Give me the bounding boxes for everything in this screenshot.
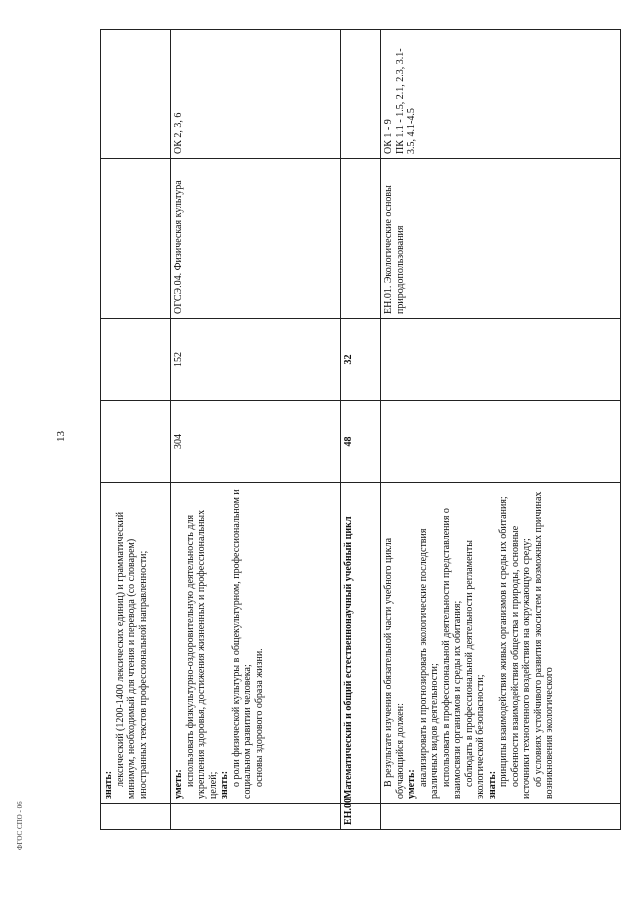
footer-code: ФГОС СПО - 06 xyxy=(16,801,24,850)
description-line: о роли физической культуры в общекультурном, профессиональном и социальном развитии человека; xyxy=(230,489,253,799)
description-line: уметь: xyxy=(173,769,184,799)
row-code xyxy=(381,804,621,830)
row-discipline: ЕН.01. Экологические основы природопользования xyxy=(381,159,621,319)
description-line: уметь: xyxy=(406,769,417,799)
description-line: знать: xyxy=(486,770,498,799)
row-required-load: 32 xyxy=(341,319,381,401)
table-row xyxy=(381,30,621,830)
description-line: использовать в профессиональной деятельности представления о взаимосвязи организмов и среды их обитания; xyxy=(440,508,463,799)
row-description xyxy=(381,483,621,804)
row-competencies xyxy=(171,30,341,159)
table-row xyxy=(341,30,381,830)
description-line: особенности взаимодействия общества и природы, основные источники техногенного воздействия на окружающую среду; xyxy=(509,525,532,799)
page-number: 13 xyxy=(55,431,67,442)
row-competencies xyxy=(341,30,381,159)
row-description xyxy=(341,483,381,804)
row-max-load xyxy=(381,401,621,483)
row-code: ЕН.00 xyxy=(341,804,381,830)
competency-line: ОК 1 - 9 xyxy=(383,119,394,154)
table-row xyxy=(171,30,341,830)
curriculum-table-wrapper xyxy=(100,30,622,830)
row-code xyxy=(101,804,171,830)
description-line: знать: xyxy=(103,770,114,799)
table-body xyxy=(101,30,621,830)
row-max-load xyxy=(101,401,171,483)
description-line: анализировать и прогнозировать экологические последствия различных видов деятельности; xyxy=(417,528,440,799)
description-line: знать: xyxy=(219,770,230,799)
description-line: об условиях устойчивого развития экосистем и возможных причинах возникновения экологического xyxy=(532,491,555,799)
description-line: лексический (1200-1400 лексических единиц) и грамматический минимум, необходимый для чтения и перевода (со словарем) иностранных текстов профессиональной направленности; xyxy=(114,511,149,799)
row-max-load: 304 xyxy=(171,401,341,483)
description-line: основы здорового образа жизни. xyxy=(253,648,265,787)
row-code xyxy=(171,804,341,830)
competency-line: ПК 1.1 - 1.5, 2.1, 2.3, 3.1-3.5, 4.1-4.5 xyxy=(394,48,417,154)
competency-line: ОК 2, 3, 6 xyxy=(173,112,184,154)
description-line: В результате изучения обязательной части учебного цикла обучающийся должен: xyxy=(383,537,406,799)
description-line: соблюдать в профессиональной деятельности регламенты экологической безопасности; xyxy=(463,540,486,799)
row-required-load xyxy=(101,319,171,401)
row-discipline xyxy=(101,159,171,319)
row-required-load xyxy=(381,319,621,401)
row-discipline: ОГСЭ.04. Физическая культура xyxy=(171,159,341,319)
table-row xyxy=(101,30,171,830)
row-discipline xyxy=(341,159,381,319)
row-description xyxy=(171,483,341,804)
description-line: использовать физкультурно-оздоровительную деятельность для укрепления здоровья, достижения жизненных и профессиональных целей; xyxy=(184,509,219,799)
curriculum-table xyxy=(100,29,621,830)
description-line: принципы взаимодействия живых организмов и среды их обитания; xyxy=(498,496,509,787)
row-max-load: 48 xyxy=(341,401,381,483)
row-competencies xyxy=(381,30,621,159)
row-description xyxy=(101,483,171,804)
description-line: Математический и общий естественнонаучный учебный цикл xyxy=(343,516,354,799)
row-required-load: 152 xyxy=(171,319,341,401)
row-competencies xyxy=(101,30,171,159)
